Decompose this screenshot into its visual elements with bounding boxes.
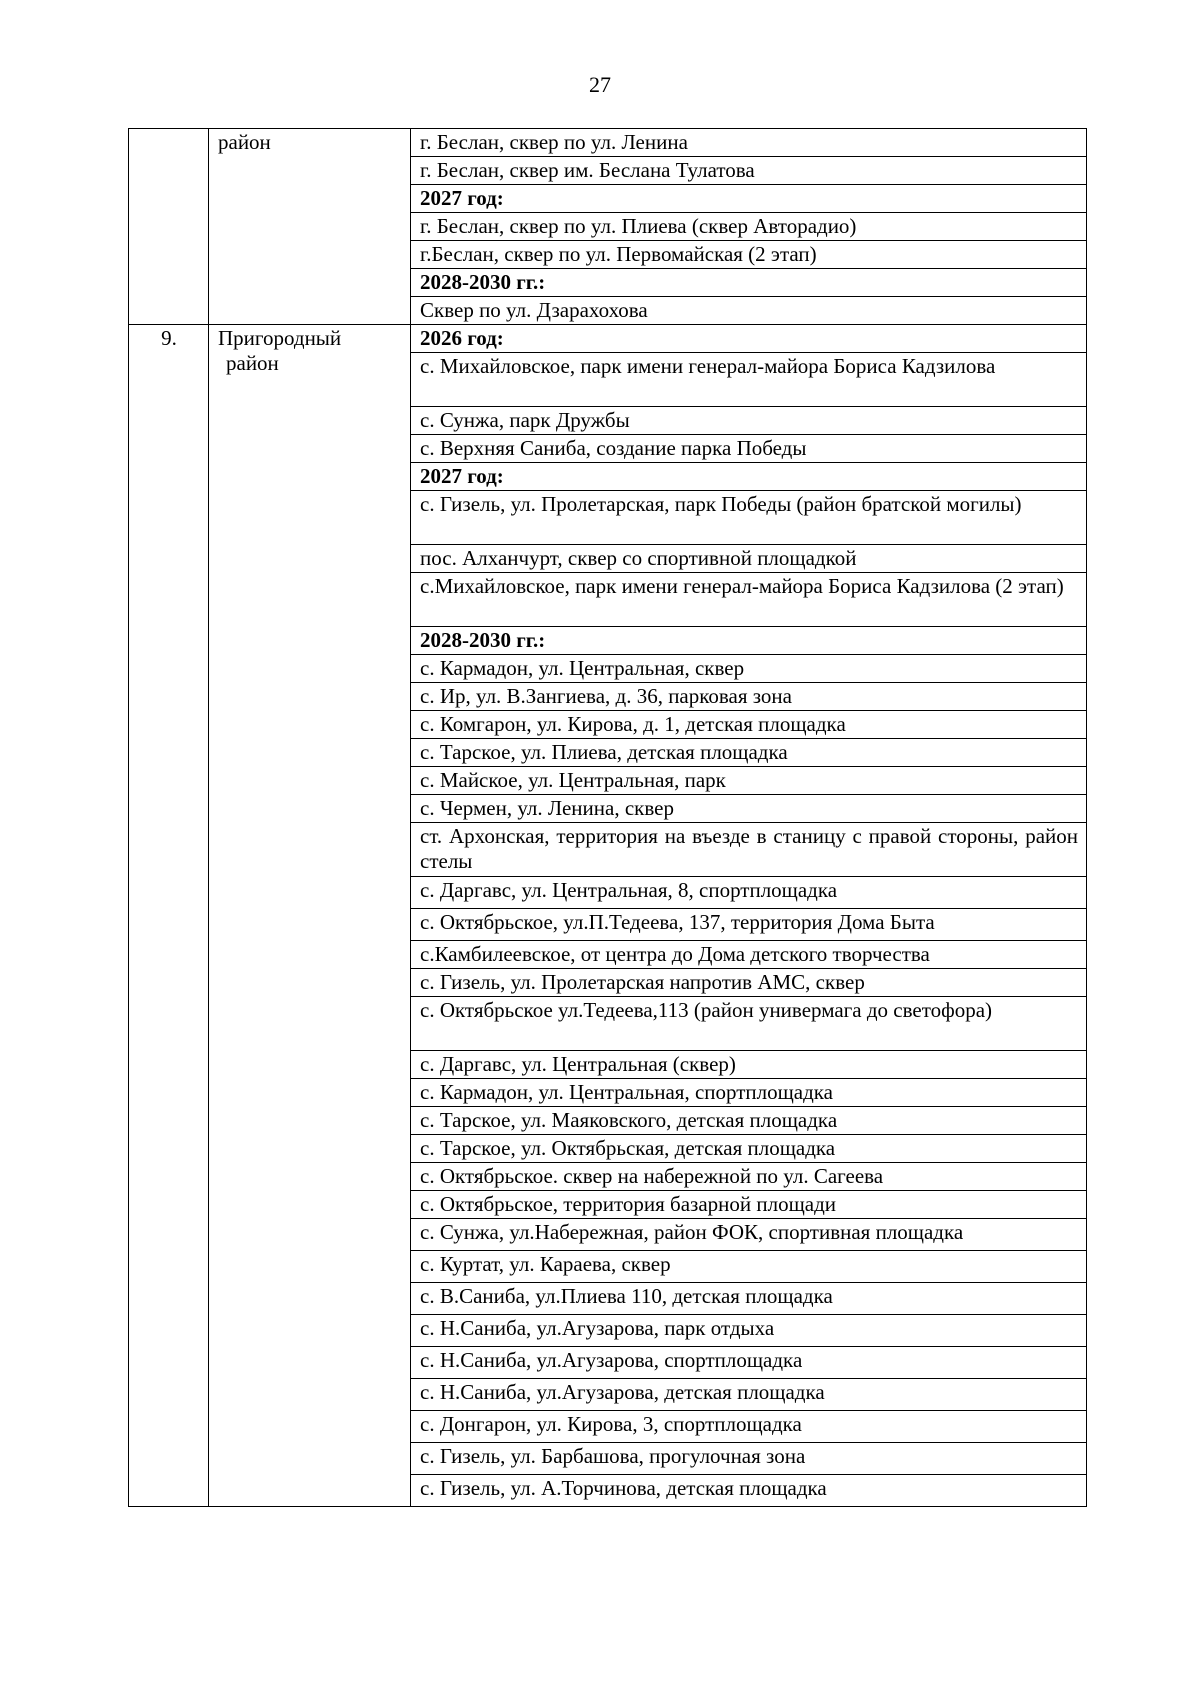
object-cell: с. Октябрьское, ул.П.Тедеева, 137, территория Дома Быта <box>411 909 1087 941</box>
object-cell: г. Беслан, сквер по ул. Плиева (сквер Авторадио) <box>411 213 1087 241</box>
object-cell: с. Гизель, ул. Пролетарская напротив АМС, сквер <box>411 969 1087 997</box>
period-header-cell: 2028-2030 гг.: <box>411 269 1087 297</box>
object-cell: с. Н.Саниба, ул.Агузарова, детская площадка <box>411 1379 1087 1411</box>
object-cell: с. Гизель, ул. Барбашова, прогулочная зона <box>411 1443 1087 1475</box>
object-cell: с. Н.Саниба, ул.Агузарова, спортплощадка <box>411 1347 1087 1379</box>
table-row <box>129 129 1087 157</box>
object-cell: с.Михайловское, парк имени генерал-майора Бориса Кадзилова (2 этап) <box>411 573 1087 627</box>
object-cell: с. Тарское, ул. Октябрьская, детская площадка <box>411 1135 1087 1163</box>
period-header-cell: 2028-2030 гг.: <box>411 627 1087 655</box>
object-cell: г. Беслан, сквер им. Беслана Тулатова <box>411 157 1087 185</box>
object-cell: с.Камбилеевское, от центра до Дома детского творчества <box>411 941 1087 969</box>
object-cell: с. Донгарон, ул. Кирова, 3, спортплощадка <box>411 1411 1087 1443</box>
object-cell: Сквер по ул. Дзарахохова <box>411 297 1087 325</box>
object-cell: с. Майское, ул. Центральная, парк <box>411 767 1087 795</box>
page-number: 27 <box>589 72 611 97</box>
object-cell: с. Гизель, ул. А.Торчинова, детская площадка <box>411 1475 1087 1507</box>
object-cell: с. В.Саниба, ул.Плиева 110, детская площадка <box>411 1283 1087 1315</box>
object-cell: с. Гизель, ул. Пролетарская, парк Победы (район братской могилы) <box>411 491 1087 545</box>
object-cell: с. Верхняя Саниба, создание парка Победы <box>411 435 1087 463</box>
district-name: Пригородный <box>218 326 342 350</box>
row-number-cell <box>129 129 209 325</box>
object-cell: с. Сунжа, парк Дружбы <box>411 407 1087 435</box>
period-header-cell: 2027 год: <box>411 463 1087 491</box>
object-cell: г. Беслан, сквер по ул. Ленина <box>411 129 1087 157</box>
object-cell: с. Кармадон, ул. Центральная, спортплощадка <box>411 1079 1087 1107</box>
table-row <box>129 325 1087 353</box>
object-cell: г.Беслан, сквер по ул. Первомайская (2 этап) <box>411 241 1087 269</box>
district-name: район <box>218 130 271 154</box>
object-cell: с. Михайловское, парк имени генерал-майора Бориса Кадзилова <box>411 353 1087 407</box>
object-cell: с. Даргавс, ул. Центральная (сквер) <box>411 1051 1087 1079</box>
row-number-cell: 9. <box>129 325 209 1507</box>
period-header-cell: 2026 год: <box>411 325 1087 353</box>
object-cell: с. Куртат, ул. Караева, сквер <box>411 1251 1087 1283</box>
object-cell: с. Комгарон, ул. Кирова, д. 1, детская площадка <box>411 711 1087 739</box>
district-cell <box>209 129 411 325</box>
object-cell: пос. Алханчурт, сквер со спортивной площадкой <box>411 545 1087 573</box>
object-cell: с. Н.Саниба, ул.Агузарова, парк отдыха <box>411 1315 1087 1347</box>
objects-table <box>128 128 1087 1507</box>
object-cell: с. Чермен, ул. Ленина, сквер <box>411 795 1087 823</box>
district-cell <box>209 325 411 1507</box>
period-header-cell: 2027 год: <box>411 185 1087 213</box>
object-cell: с. Октябрьское. сквер на набережной по ул. Сагеева <box>411 1163 1087 1191</box>
object-cell: с. Сунжа, ул.Набережная, район ФОК, спортивная площадка <box>411 1219 1087 1251</box>
object-cell: с. Тарское, ул. Маяковского, детская площадка <box>411 1107 1087 1135</box>
object-cell: с. Кармадон, ул. Центральная, сквер <box>411 655 1087 683</box>
object-cell: с. Ир, ул. В.Зангиева, д. 36, парковая зона <box>411 683 1087 711</box>
object-cell: с. Октябрьское ул.Тедеева,113 (район универмага до светофора) <box>411 997 1087 1051</box>
object-cell: ст. Архонская, территория на въезде в станицу с правой стороны, район стелы <box>411 823 1087 877</box>
object-cell: с. Даргавс, ул. Центральная, 8, спортплощадка <box>411 877 1087 909</box>
object-cell: с. Октябрьское, территория базарной площади <box>411 1191 1087 1219</box>
district-name: район <box>226 351 279 375</box>
object-cell: с. Тарское, ул. Плиева, детская площадка <box>411 739 1087 767</box>
